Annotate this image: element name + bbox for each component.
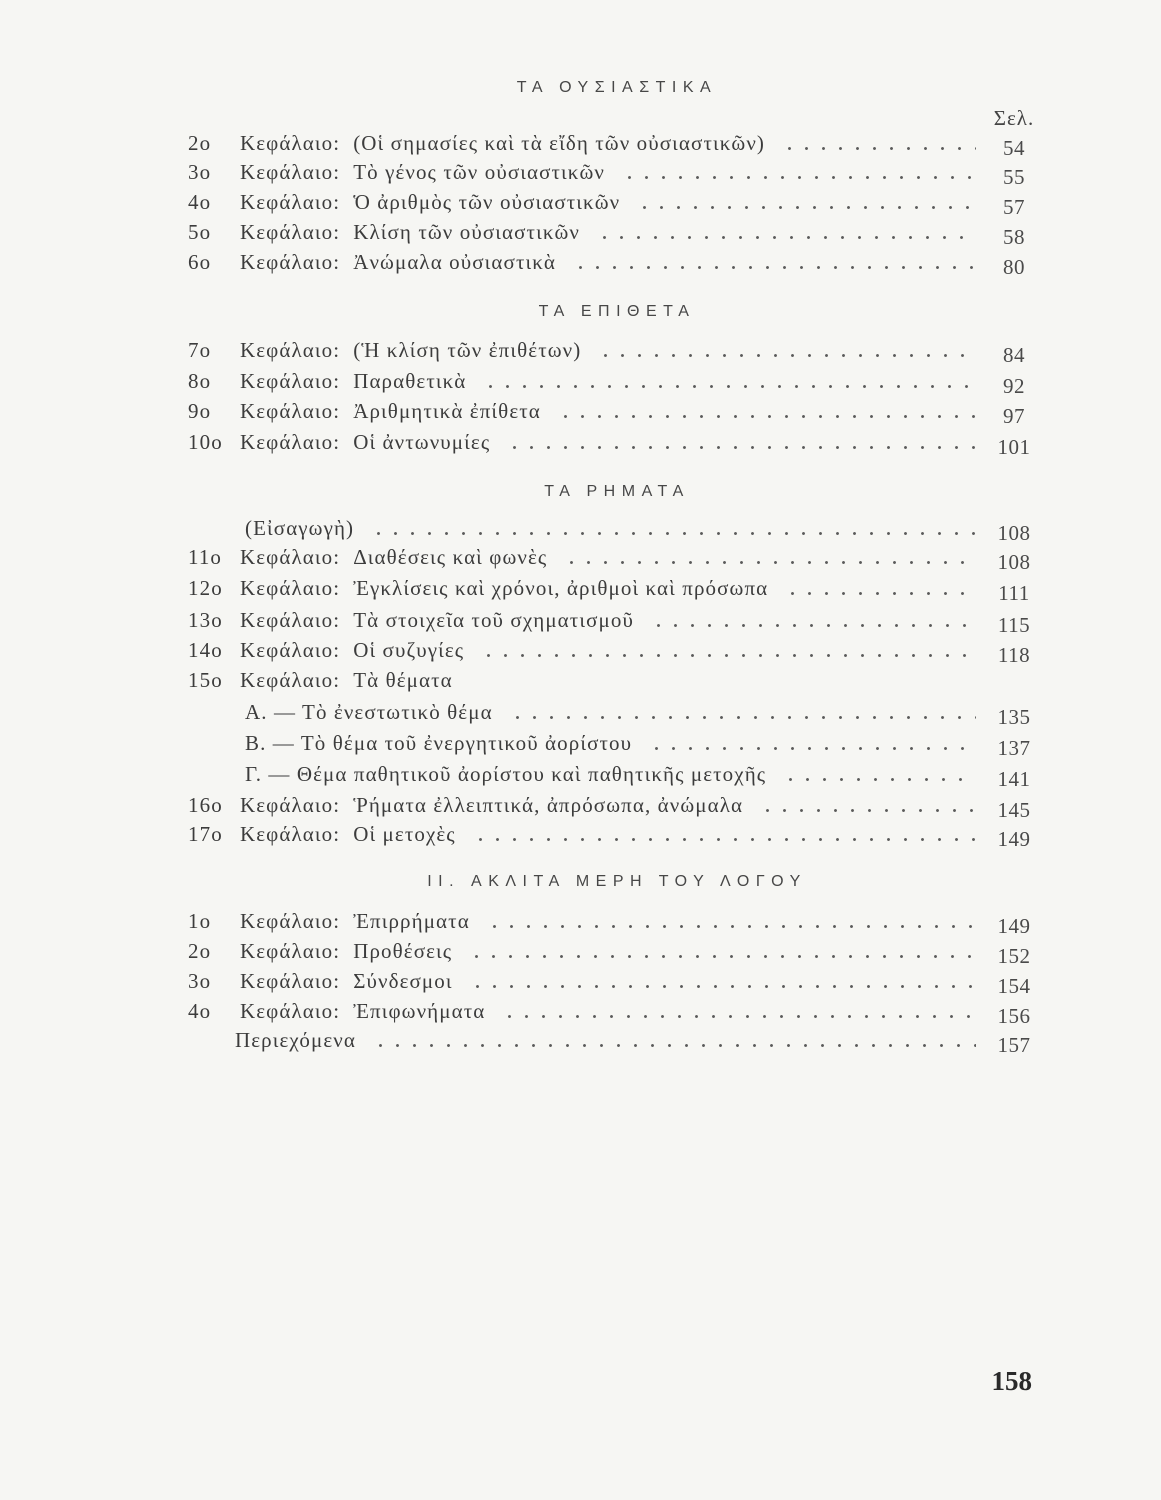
dot-leader	[778, 759, 976, 789]
chapter-label: Κεφάλαιο:	[240, 369, 341, 393]
page-ref: 135	[997, 705, 1031, 729]
page-ref: 152	[997, 944, 1031, 968]
page-ref: 111	[998, 581, 1030, 605]
page-ref: 115	[997, 613, 1031, 637]
section-heading: ΤΑ ΟΥΣΙΑΣΤΙΚΑ	[516, 79, 718, 96]
toc-entry	[188, 157, 1040, 187]
toc-entry	[188, 247, 1040, 277]
dot-leader	[368, 1025, 976, 1055]
entry-title: Παραθετικὰ	[353, 369, 467, 393]
dot-leader	[777, 128, 976, 158]
page-ref: 108	[997, 521, 1031, 545]
dot-leader	[366, 513, 976, 543]
chapter-label: Κεφάλαιο:	[240, 160, 341, 184]
entry-title: Ῥήματα ἐλλειπτικά, ἀπρόσωπα, ἀνώμαλα	[353, 793, 744, 817]
chapter-number: 16ο	[188, 793, 223, 817]
chapter-number: 5ο	[188, 220, 212, 244]
entry-title: Οἱ μετοχὲς	[353, 822, 456, 846]
entry-title: Οἱ ἀντωνυμίες	[353, 430, 491, 454]
toc-entry	[188, 542, 1040, 572]
entry-title: Ἀνώμαλα οὐσιαστικὰ	[353, 250, 557, 274]
dot-leader	[478, 366, 976, 396]
chapter-label: Κεφάλαιο:	[240, 822, 341, 846]
toc-subentry	[188, 697, 1040, 727]
entry-title: Ἐπιφωνήματα	[353, 999, 486, 1023]
toc-entry	[188, 366, 1040, 396]
page-ref: 54	[1003, 136, 1025, 160]
entry-title: Τὰ θέματα	[353, 668, 453, 692]
chapter-number: 7ο	[188, 338, 212, 362]
page-ref: 157	[997, 1033, 1031, 1057]
page-ref: 57	[1003, 195, 1025, 219]
chapter-number: 4ο	[188, 190, 212, 214]
toc-entry	[188, 906, 1040, 936]
chapter-label: Κεφάλαιο:	[240, 668, 341, 692]
chapter-number: 10ο	[188, 430, 223, 454]
dot-leader	[559, 542, 976, 572]
page-ref: 97	[1003, 404, 1025, 428]
toc-entry	[188, 790, 1040, 820]
section-heading: ΤΑ ΡΗΜΑΤΑ	[544, 483, 690, 500]
chapter-number: 8ο	[188, 369, 212, 393]
entry-title: Β. — Τὸ θέμα τοῦ ἐνεργητικοῦ ἀορίστου	[245, 731, 633, 755]
section-heading: II. ΑΚΛΙΤΑ ΜΕΡΗ ΤΟΥ ΛΟΓΟΥ	[427, 873, 807, 890]
page-ref: 55	[1003, 165, 1025, 189]
toc-entry	[188, 605, 1040, 635]
dot-leader	[464, 936, 976, 966]
chapter-number: 3ο	[188, 160, 212, 184]
page-ref: 149	[997, 914, 1031, 938]
page-ref: 58	[1003, 225, 1025, 249]
entry-title: Ἐγκλίσεις καὶ χρόνοι, ἀριθμοὶ καὶ πρόσωπα	[353, 576, 769, 600]
entry-title: (Οἱ σημασίες καὶ τὰ εἴδη τῶν οὐσιαστικῶν)	[353, 131, 766, 155]
toc-entry	[188, 573, 1040, 603]
chapter-label: Κεφάλαιο:	[240, 999, 341, 1023]
entry-title: Τὰ στοιχεῖα τοῦ σχηματισμοῦ	[353, 608, 634, 632]
entry-title: Ἀριθμητικὰ ἐπίθετα	[353, 399, 541, 423]
dot-leader	[593, 335, 976, 365]
dot-leader	[644, 728, 976, 758]
page-ref: 137	[997, 736, 1031, 760]
page-ref: 118	[997, 643, 1031, 667]
page-ref: 108	[997, 550, 1031, 574]
chapter-number: 17ο	[188, 822, 223, 846]
section-heading: ΤΑ ΕΠΙΘΕΤΑ	[538, 303, 696, 320]
chapter-number: 4ο	[188, 999, 212, 1023]
toc-entry	[188, 996, 1040, 1026]
chapter-number: 11ο	[188, 545, 223, 569]
entry-title: Οἱ συζυγίες	[353, 638, 465, 662]
dot-leader	[568, 247, 976, 277]
page-ref: 145	[997, 798, 1031, 822]
page-number: 158	[991, 1366, 1032, 1396]
page-ref: 101	[997, 435, 1031, 459]
chapter-label: Κεφάλαιο:	[240, 793, 341, 817]
page-column-label: Σελ.	[993, 106, 1035, 130]
entry-title: (Ἡ κλίση τῶν ἐπιθέτων)	[353, 338, 582, 362]
chapter-label: Κεφάλαιο:	[240, 250, 341, 274]
chapter-number: 9ο	[188, 399, 212, 423]
chapter-label: Κεφάλαιο:	[240, 338, 341, 362]
toc-entry	[188, 335, 1040, 365]
chapter-number: 14ο	[188, 638, 223, 662]
chapter-number: 2ο	[188, 131, 212, 155]
chapter-number: 15ο	[188, 668, 223, 692]
dot-leader	[468, 819, 976, 849]
entry-title: Προθέσεις	[353, 939, 453, 963]
toc-entry	[188, 966, 1040, 996]
chapter-number: 1ο	[188, 909, 212, 933]
chapter-number: 13ο	[188, 608, 223, 632]
entry-title: Ἐπιρρήματα	[353, 909, 470, 933]
chapter-label: Κεφάλαιο:	[240, 638, 341, 662]
entry-title: Γ. — Θέμα παθητικοῦ ἀορίστου καὶ παθητικῆς μετοχῆς	[245, 762, 767, 786]
toc-entry	[188, 819, 1040, 849]
chapter-label: Κεφάλαιο:	[240, 939, 341, 963]
chapter-label: Κεφάλαιο:	[240, 430, 341, 454]
toc-entry	[188, 665, 1040, 695]
dot-leader	[632, 187, 976, 217]
dot-leader	[553, 396, 976, 426]
dot-leader	[755, 790, 976, 820]
dot-leader	[592, 217, 976, 247]
toc-subentry	[188, 759, 1040, 789]
toc-entry	[188, 635, 1040, 665]
page-ref: 141	[997, 767, 1031, 791]
dot-leader	[465, 966, 976, 996]
entry-title: Περιεχόμενα	[235, 1028, 356, 1052]
chapter-label: Κεφάλαιο:	[240, 576, 341, 600]
chapter-label: Κεφάλαιο:	[240, 969, 341, 993]
entry-title: Διαθέσεις καὶ φωνὲς	[353, 545, 548, 569]
dot-leader	[646, 605, 976, 635]
toc-entry	[188, 427, 1040, 457]
toc-entry	[188, 1025, 1040, 1055]
page-ref: 92	[1003, 374, 1025, 398]
entry-title: Τὸ γένος τῶν οὐσιαστικῶν	[353, 160, 606, 184]
toc-entry	[188, 396, 1040, 426]
dot-leader	[476, 635, 976, 665]
dot-leader	[617, 157, 976, 187]
toc-entry	[188, 513, 1040, 543]
toc-subentry	[188, 728, 1040, 758]
page-ref: 80	[1003, 255, 1025, 279]
chapter-label: Κεφάλαιο:	[240, 220, 341, 244]
entry-title: Α. — Τὸ ἐνεστωτικὸ θέμα	[245, 700, 493, 724]
dot-leader	[482, 906, 976, 936]
chapter-label: Κεφάλαιο:	[240, 399, 341, 423]
chapter-label: Κεφάλαιο:	[240, 131, 341, 155]
dot-leader	[502, 427, 976, 457]
toc-entry	[188, 187, 1040, 217]
toc-entry	[188, 217, 1040, 247]
page-ref: 149	[997, 827, 1031, 851]
chapter-number: 6ο	[188, 250, 212, 274]
chapter-label: Κεφάλαιο:	[240, 608, 341, 632]
page-ref: 154	[997, 974, 1031, 998]
page-ref: 156	[997, 1004, 1031, 1028]
chapter-number: 3ο	[188, 969, 212, 993]
table-of-contents	[188, 0, 1040, 1080]
dot-leader	[780, 573, 976, 603]
entry-title: Ὁ ἀριθμὸς τῶν οὐσιαστικῶν	[353, 190, 621, 214]
entry-title: Σύνδεσμοι	[353, 969, 453, 993]
dot-leader	[505, 697, 976, 727]
chapter-number: 2ο	[188, 939, 212, 963]
chapter-number: 12ο	[188, 576, 223, 600]
entry-title: Κλίση τῶν οὐσιαστικῶν	[353, 220, 581, 244]
chapter-label: Κεφάλαιο:	[240, 190, 341, 214]
toc-entry	[188, 128, 1040, 158]
chapter-label: Κεφάλαιο:	[240, 545, 341, 569]
page-ref: 84	[1003, 343, 1025, 367]
chapter-label: Κεφάλαιο:	[240, 909, 341, 933]
entry-title: (Εἰσαγωγὴ)	[245, 516, 355, 540]
toc-entry	[188, 936, 1040, 966]
dot-leader	[497, 996, 976, 1026]
